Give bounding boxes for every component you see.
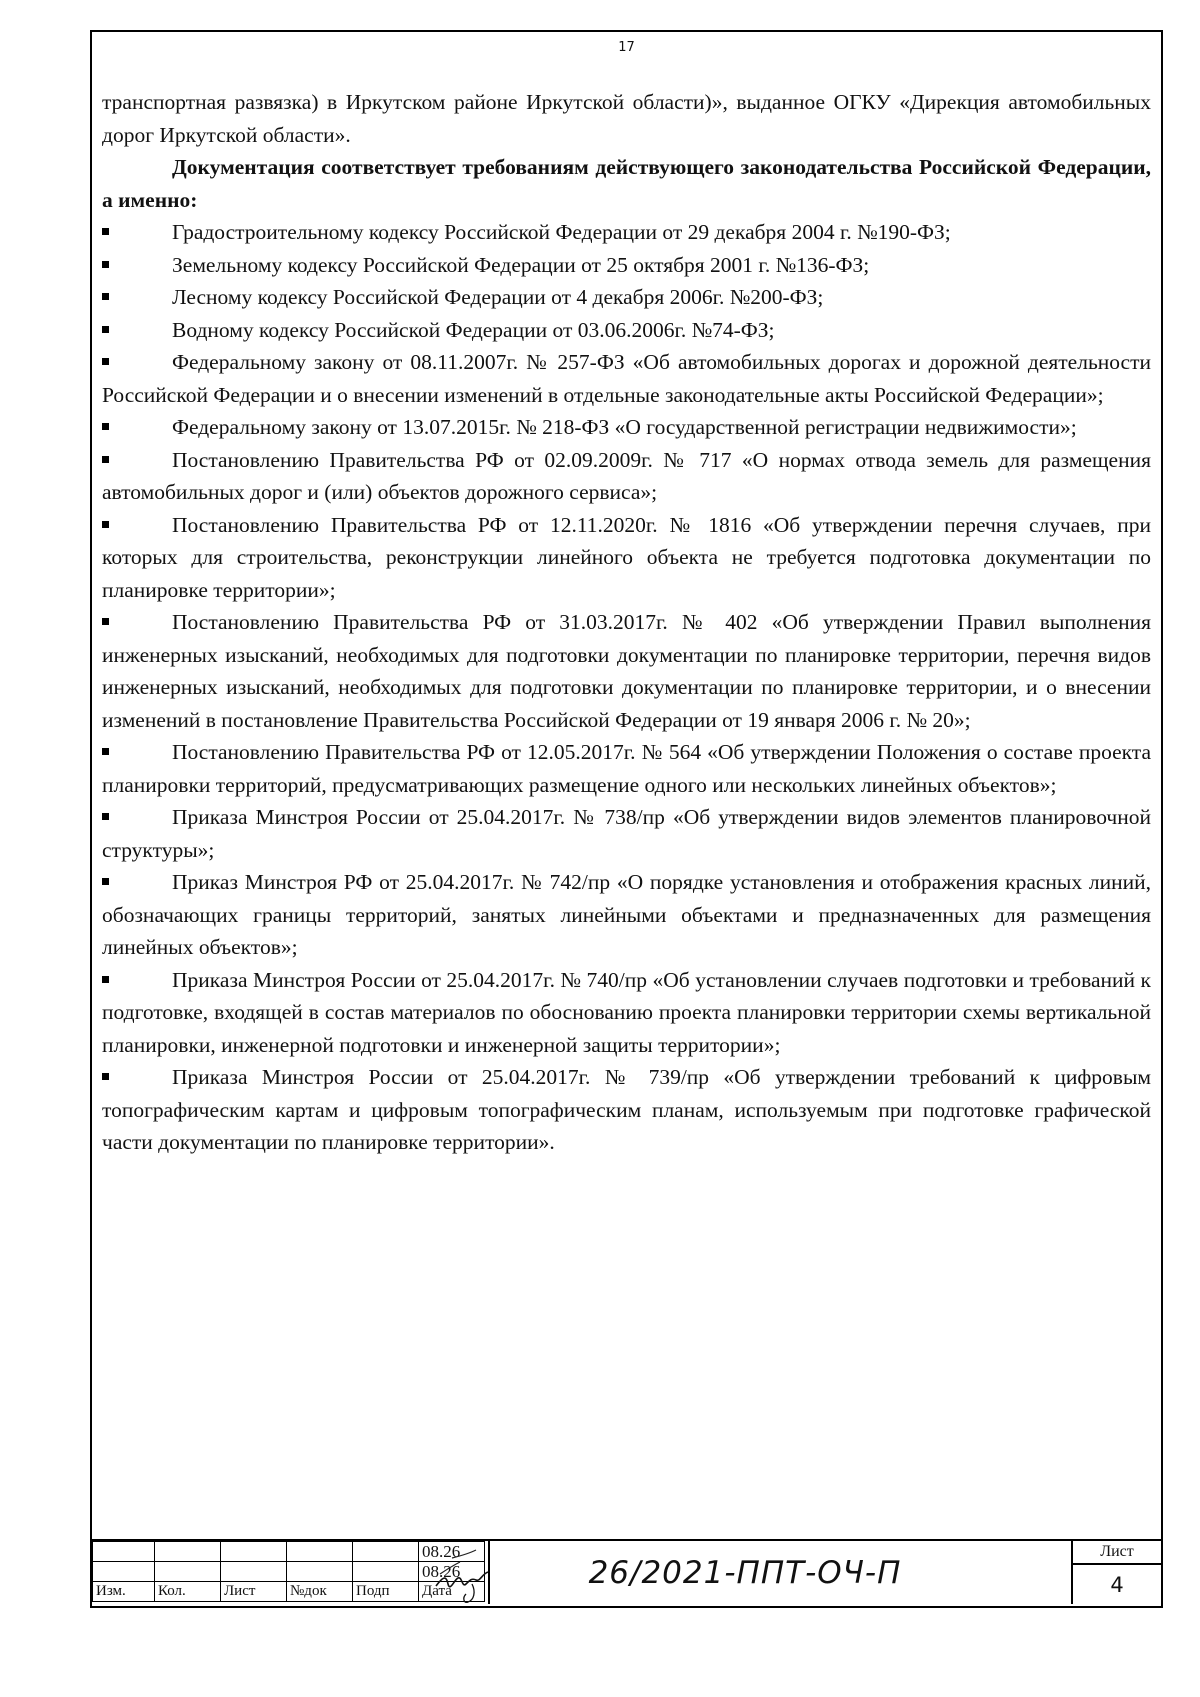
list-item: Постановлению Правительства РФ от 02.09.2009г. № 717 «О нормах отвода земель для размещения автомобильных дорог и (или) объектов дорожного сервиса»; bbox=[102, 447, 1151, 504]
header-podp: Подп bbox=[353, 1582, 419, 1602]
list-item: Федеральному закону от 13.07.2015г. № 218-ФЗ «О государственной регистрации недвижимости»; bbox=[102, 411, 1151, 444]
header-data: Дата bbox=[419, 1582, 485, 1602]
bullet-icon bbox=[102, 228, 109, 235]
date-cell: 08.26 bbox=[419, 1562, 485, 1582]
bullet-icon bbox=[102, 358, 109, 365]
list-item: Водному кодексу Российской Федерации от 03.06.2006г. №74-ФЗ; bbox=[102, 314, 1151, 347]
sheet-label: Лист bbox=[1073, 1541, 1161, 1565]
bullet-icon bbox=[102, 261, 109, 268]
section-heading: Документация соответствует требованиям действующего законодательства Российской Федерации, а именно: bbox=[102, 155, 1151, 212]
bullet-icon bbox=[102, 293, 109, 300]
list-item: Градостроительному кодексу Российской Федерации от 29 декабря 2004 г. №190-ФЗ; bbox=[102, 216, 1151, 249]
bullet-icon bbox=[102, 456, 109, 463]
bullet-icon bbox=[102, 326, 109, 333]
list-item: Приказа Минстроя России от 25.04.2017г. № 740/пр «Об установлении случаев подготовки и требований к подготовке, входящей в состав материалов по обоснованию проекта планировки территории схемы вертикальной планировки, инженерной подготовки и инженерной защиты территории»; bbox=[102, 967, 1151, 1057]
header-izm: Изм. bbox=[93, 1582, 155, 1602]
bullet-icon bbox=[102, 1073, 109, 1080]
page-frame bbox=[90, 30, 1163, 1608]
title-block bbox=[92, 1539, 1161, 1606]
revision-table bbox=[92, 1541, 485, 1602]
list-item: Постановлению Правительства РФ от 12.05.2017г. № 564 «Об утверждении Положения о составе проекта планировки территорий, предусматривающих размещение одного или нескольких линейных объектов»; bbox=[102, 740, 1151, 797]
document-body bbox=[102, 86, 1151, 1159]
document-code: 26/2021-ППТ-ОЧ-П bbox=[488, 1541, 1000, 1604]
sheet-box bbox=[1071, 1541, 1161, 1604]
bullet-icon bbox=[102, 878, 109, 885]
sheet-number: 4 bbox=[1110, 1573, 1124, 1597]
bullet-icon bbox=[102, 521, 109, 528]
bullet-icon bbox=[102, 423, 109, 430]
list-item: Постановлению Правительства РФ от 31.03.2017г. № 402 «Об утверждении Правил выполнения инженерных изысканий, необходимых для подготовки документации по планировке территории, перечня видов инженерных изысканий, необходимых для подготовки документации по планировке территории, и о внесении изменений в постановление Правительства Российской Федерации от 19 января 2006 г. № 20»; bbox=[102, 610, 1151, 732]
list-item: Лесному кодексу Российской Федерации от 4 декабря 2006г. №200-ФЗ; bbox=[102, 281, 1151, 314]
bullet-icon bbox=[102, 813, 109, 820]
signature-icon bbox=[432, 1544, 496, 1606]
list-item: Земельному кодексу Российской Федерации от 25 октября 2001 г. №136-ФЗ; bbox=[102, 249, 1151, 282]
bullet-icon bbox=[102, 748, 109, 755]
page-number: 17 bbox=[618, 40, 635, 55]
bullet-icon bbox=[102, 976, 109, 983]
bullet-icon bbox=[102, 618, 109, 625]
list-item: Приказа Минстроя России от 25.04.2017г. № 739/пр «Об утверждении требований к цифровым топографическим картам и цифровым топографическим планам, используемым при подготовке графической части документации по планировке территории». bbox=[102, 1065, 1151, 1154]
date-cell: 08.26 bbox=[419, 1542, 485, 1562]
list-item: Приказа Минстроя России от 25.04.2017г. № 738/пр «Об утверждении видов элементов планировочной структуры»; bbox=[102, 805, 1151, 862]
header-list: Лист bbox=[221, 1582, 287, 1602]
list-item: Приказ Минстроя РФ от 25.04.2017г. № 742/пр «О порядке установления и отображения красных линий, обозначающих границы территорий, занятых линейными объектами и предназначенных для размещения линейных объектов»; bbox=[102, 870, 1151, 959]
header-ndok: №док bbox=[287, 1582, 353, 1602]
list-item: Федеральному закону от 08.11.2007г. № 257-ФЗ «Об автомобильных дорогах и дорожной деятельности Российской Федерации и о внесении изменений в отдельные законодательные акты Российской Федерации»; bbox=[102, 350, 1151, 407]
list-item: Постановлению Правительства РФ от 12.11.2020г. № 1816 «Об утверждении перечня случаев, при которых для строительства, реконструкции линейного объекта не требуется подготовка документации по планировке территории»; bbox=[102, 512, 1151, 602]
intro-paragraph: транспортная развязка) в Иркутском районе Иркутской области)», выданное ОГКУ «Дирекция автомобильных дорог Иркутской области». bbox=[102, 90, 1151, 147]
header-kol: Кол. bbox=[155, 1582, 221, 1602]
